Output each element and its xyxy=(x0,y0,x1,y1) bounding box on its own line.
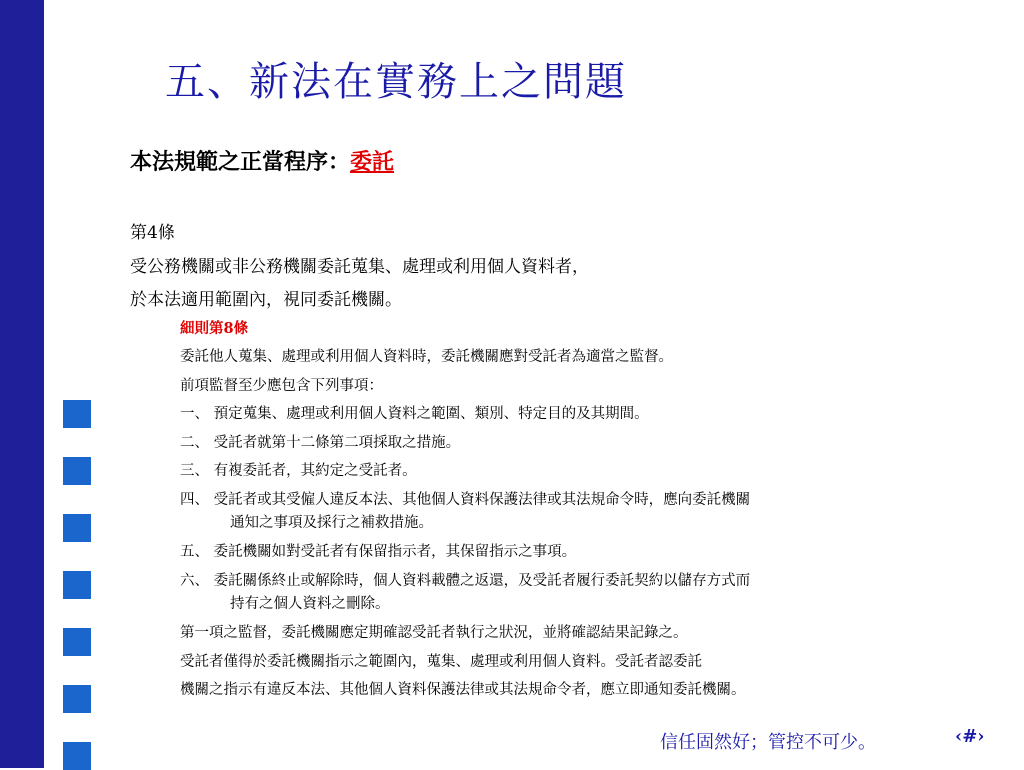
rules-intro: 委託他人蒐集、處理或利用個人資料時，委託機關應對受託者為適當之監督。 xyxy=(180,349,673,365)
rules-item xyxy=(180,402,649,423)
item-text: 有複委託者，其約定之受託者。 xyxy=(213,463,417,479)
rules-item xyxy=(180,569,750,590)
rules-heading: 細則第8條 xyxy=(180,320,249,337)
item-number: 六、 xyxy=(180,573,209,589)
item-number: 五、 xyxy=(180,544,209,560)
decorative-square xyxy=(63,571,91,599)
subtitle-highlight: 委託 xyxy=(350,149,395,175)
rules-closing: 受託者僅得於委託機關指示之範圍內，蒐集、處理或利用個人資料。受託者認委託 xyxy=(180,654,702,670)
article-heading: 第4條 xyxy=(130,223,175,243)
item-number: 三、 xyxy=(180,463,209,479)
item-text: 受託者就第十二條第二項採取之措施。 xyxy=(213,435,461,451)
rules-intro: 前項監督至少應包含下列事項： xyxy=(180,378,383,394)
article-line: 於本法適用範圍內，視同委託機關。 xyxy=(130,290,402,310)
item-text: 預定蒐集、處理或利用個人資料之範圍、類別、特定目的及其期間。 xyxy=(213,406,649,422)
article-line: 受公務機關或非公務機關委託蒐集、處理或利用個人資料者， xyxy=(130,257,589,277)
item-text: 委託關係終止或解除時，個人資料載體之返還，及受託者履行委託契約以儲存方式而 xyxy=(213,573,751,589)
rules-closing: 第一項之監督，委託機關應定期確認受託者執行之狀況，並將確認結果記錄之。 xyxy=(180,625,688,641)
item-number: 一、 xyxy=(180,406,209,422)
page-number: ‹#› xyxy=(955,726,985,747)
decorative-square xyxy=(63,685,91,713)
subtitle-label: 本法規範之正當程序： xyxy=(130,149,351,175)
decorative-square xyxy=(63,457,91,485)
left-decorative-bar xyxy=(0,0,44,768)
item-text: 委託機關如對受託者有保留指示者，其保留指示之事項。 xyxy=(213,544,577,560)
footer-slogan: 信任固然好；管控不可少。 xyxy=(660,732,876,753)
rules-item xyxy=(180,540,576,561)
decorative-square xyxy=(63,628,91,656)
rules-item xyxy=(180,459,417,480)
rules-item xyxy=(180,431,460,452)
subtitle xyxy=(130,145,394,176)
rules-item-continuation: 持有之個人資料之刪除。 xyxy=(230,596,390,612)
rules-item-continuation: 通知之事項及採行之補救措施。 xyxy=(230,515,433,531)
decorative-square xyxy=(63,400,91,428)
item-text: 受託者或其受僱人違反本法、其他個人資料保護法律或其法規命令時，應向委託機關 xyxy=(213,492,751,508)
item-number: 四、 xyxy=(180,492,209,508)
slide-title: 五、新法在實務上之問題 xyxy=(165,59,627,105)
item-number: 二、 xyxy=(180,435,209,451)
decorative-square xyxy=(63,742,91,770)
rules-item xyxy=(180,488,750,509)
decorative-square xyxy=(63,514,91,542)
rules-closing: 機關之指示有違反本法、其他個人資料保護法律或其法規命令者，應立即通知委託機關。 xyxy=(180,682,746,698)
